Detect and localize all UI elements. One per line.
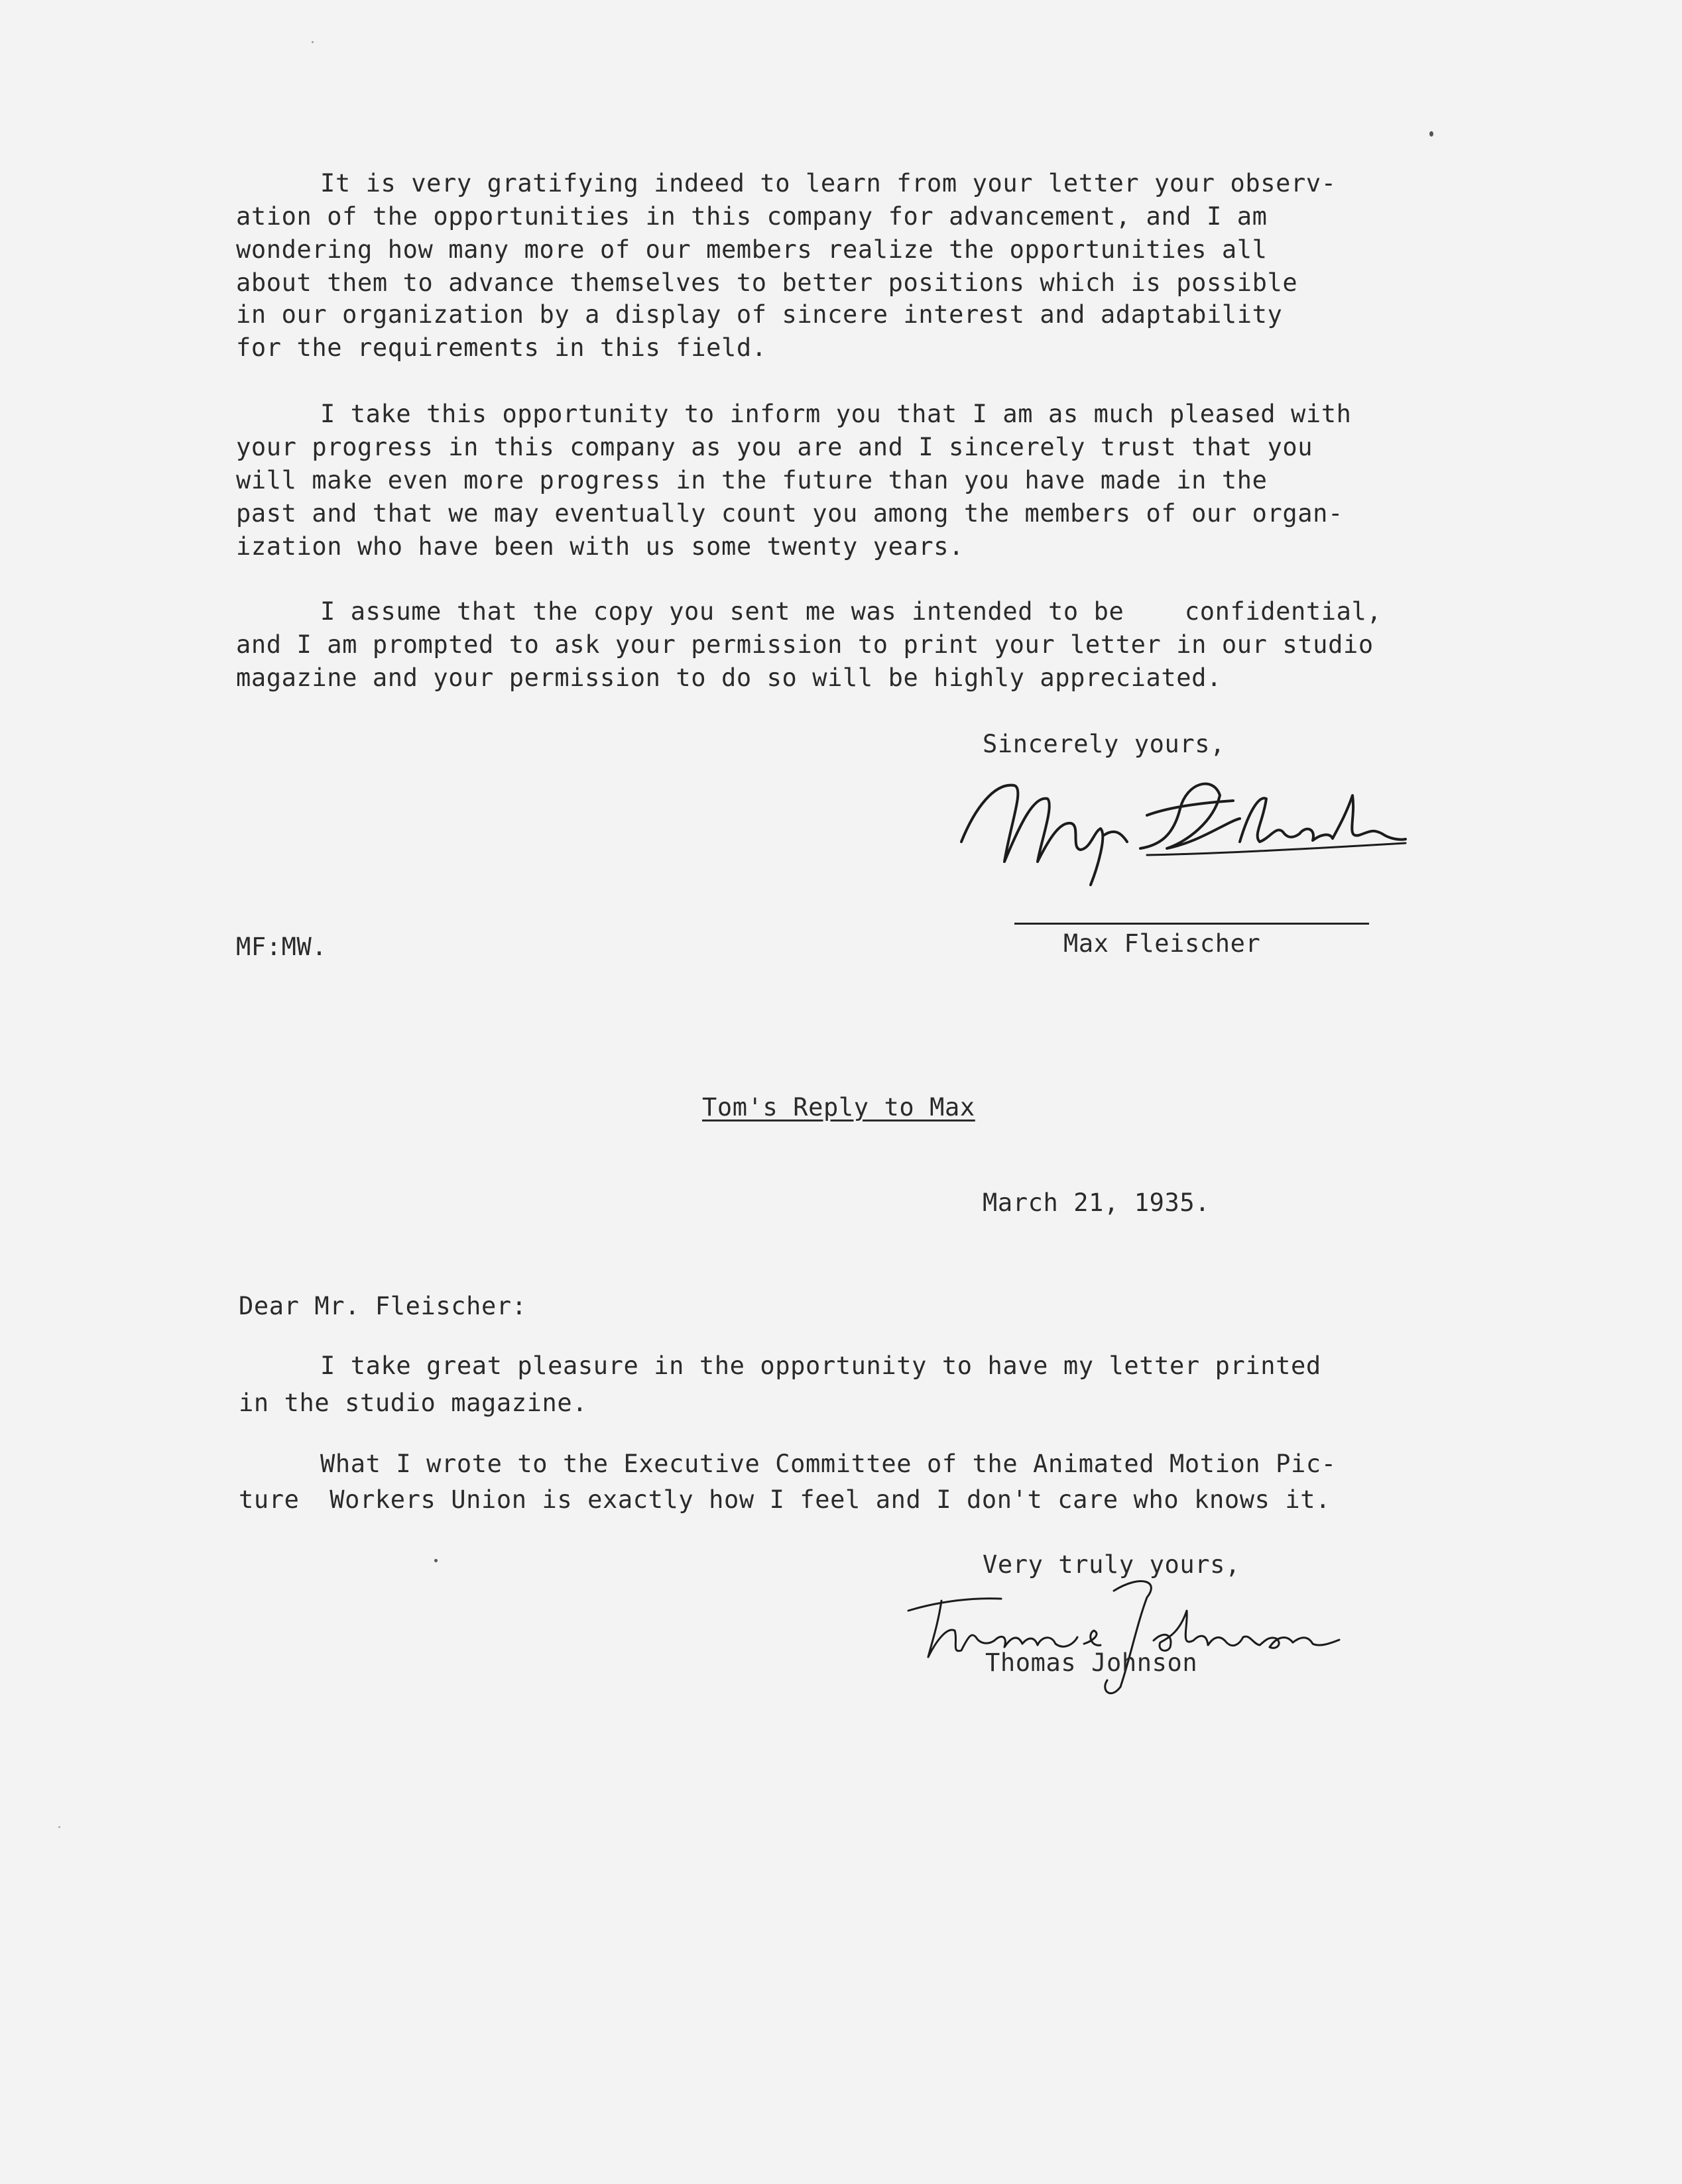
letter1-p2-line5: ization who have been with us some twenty years. <box>236 532 965 561</box>
reply-signature-name: Thomas Johnson <box>985 1648 1198 1677</box>
letter1-initials: MF:MW. <box>236 933 328 961</box>
scan-speck <box>58 1826 60 1828</box>
letter1-p2-line2: your progress in this company as you are and I sincerely trust that you <box>236 433 1313 461</box>
scan-speck <box>434 1559 438 1562</box>
letter1-p3-line1: I assume that the copy you sent me was intended to be confidential, <box>320 597 1382 626</box>
signature-rule <box>1014 923 1369 925</box>
reply-p2-line1: What I wrote to the Executive Committee of the Animated Motion Pic- <box>320 1450 1337 1478</box>
reply-date: March 21, 1935. <box>983 1188 1211 1217</box>
letter1-p3-line3: magazine and your permission to do so will be highly appreciated. <box>236 663 1222 692</box>
scan-speck <box>312 41 314 43</box>
reply-p1-line2: in the studio magazine. <box>239 1389 588 1417</box>
scan-speck <box>1429 131 1433 137</box>
reply-salutation: Dear Mr. Fleischer: <box>239 1292 527 1320</box>
letter1-p1-line3: wondering how many more of our members realize the opportunities all <box>236 235 1268 264</box>
reply-closing: Very truly yours, <box>983 1550 1240 1579</box>
reply-p1-line1: I take great pleasure in the opportunity to have my letter printed <box>320 1351 1321 1380</box>
letter1-p2-line3: will make even more progress in the future than you have made in the <box>236 466 1268 494</box>
letter1-p1-line4: about them to advance themselves to better positions which is possible <box>236 268 1298 297</box>
reply-p2-line2: ture Workers Union is exactly how I feel and I don't care who knows it. <box>239 1485 1331 1514</box>
letter1-closing: Sincerely yours, <box>983 730 1226 758</box>
letter1-p2-line1: I take this opportunity to inform you that I am as much pleased with <box>320 400 1352 428</box>
reply-title: Tom's Reply to Max <box>702 1093 975 1121</box>
letter1-signature-name: Max Fleischer <box>1063 929 1261 958</box>
letter1-p1-line1: It is very gratifying indeed to learn from your letter your observ- <box>320 169 1337 198</box>
thomas-johnson-signature <box>902 1571 1379 1703</box>
letter1-p2-line4: past and that we may eventually count you among the members of our organ- <box>236 499 1343 528</box>
max-fleischer-signature <box>948 769 1412 888</box>
letter1-p1-line6: for the requirements in this field. <box>236 333 767 362</box>
letter1-p3-line2: and I am prompted to ask your permission to print your letter in our studio <box>236 630 1374 659</box>
letter1-p1-line2: ation of the opportunities in this company for advancement, and I am <box>236 202 1268 231</box>
letter1-p1-line5: in our organization by a display of sincere interest and adaptability <box>236 300 1283 329</box>
